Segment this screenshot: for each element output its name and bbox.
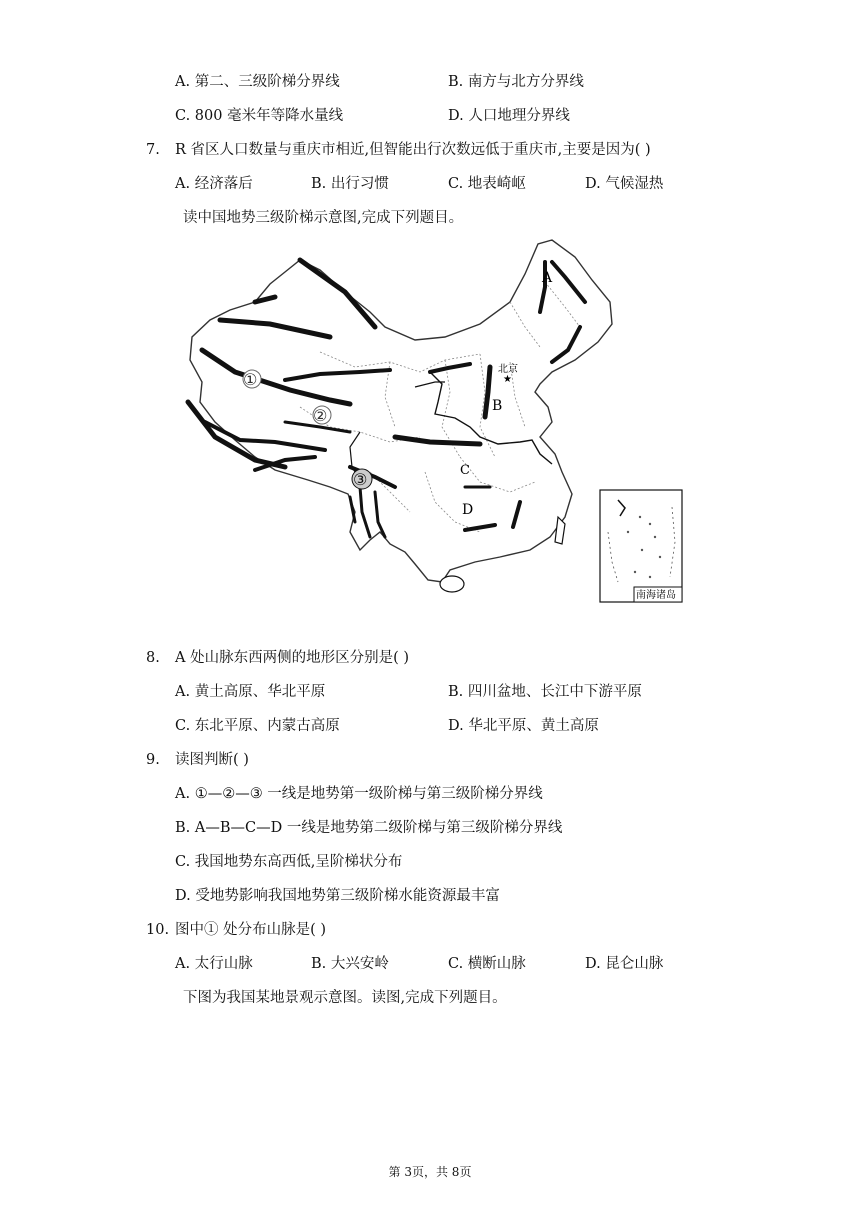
map-label-beijing: 北京 — [498, 364, 518, 375]
q9-option-b: B. A—B—C—D 一线是地势第二级阶梯与第三级阶梯分界线 — [175, 820, 563, 836]
map-label-c: C — [460, 463, 470, 478]
q7-option-b: B. 出行习惯 — [311, 176, 389, 192]
taiwan-island — [555, 517, 565, 544]
q10-option-b: B. 大兴安岭 — [311, 956, 389, 972]
q9-number: 9. — [146, 752, 160, 768]
map-label-d: D — [462, 502, 474, 518]
china-terrain-map — [180, 232, 695, 607]
q7-option-a: A. 经济落后 — [175, 176, 253, 192]
q6-option-b: B. 南方与北方分界线 — [448, 74, 584, 90]
map-label-a: A — [542, 270, 553, 286]
map-label-circle-2: ② — [313, 406, 328, 425]
q7-stem: R 省区人口数量与重庆市相近,但智能出行次数远低于重庆市,主要是因为( ) — [175, 142, 651, 158]
q6-option-a: A. 第二、三级阶梯分界线 — [175, 74, 340, 90]
south-china-sea-inset — [600, 490, 682, 602]
china-outline — [190, 240, 612, 582]
q7-option-c: C. 地表崎岖 — [448, 176, 526, 192]
map-label-circle-1: ① — [243, 370, 258, 389]
q10-option-d: D. 昆仑山脉 — [585, 956, 664, 972]
q6-option-d: D. 人口地理分界线 — [448, 108, 570, 124]
next-intro: 下图为我国某地景观示意图。读图,完成下列题目。 — [183, 990, 507, 1006]
page-footer: 第 3页，共 8页 — [388, 1165, 472, 1179]
q6-option-c: C. 800 毫米年等降水量线 — [175, 108, 344, 124]
q10-option-c: C. 横断山脉 — [448, 956, 526, 972]
map-label-circle-3: ③ — [353, 470, 368, 489]
q10-stem: 图中① 处分布山脉是( ) — [175, 922, 327, 938]
q7-number: 7. — [146, 142, 160, 158]
q8-option-c: C. 东北平原、内蒙古高原 — [175, 718, 340, 734]
q8-number: 8. — [146, 650, 160, 666]
q9-option-d: D. 受地势影响我国地势第三级阶梯水能资源最丰富 — [175, 888, 500, 904]
q10-option-a: A. 太行山脉 — [175, 956, 253, 972]
q8-stem: A 处山脉东西两侧的地形区分别是( ) — [175, 650, 410, 666]
map-intro: 读中国地势三级阶梯示意图,完成下列题目。 — [183, 210, 464, 226]
q7-option-d: D. 气候湿热 — [585, 176, 664, 192]
q8-option-d: D. 华北平原、黄土高原 — [448, 718, 599, 734]
q8-option-b: B. 四川盆地、长江中下游平原 — [448, 684, 642, 700]
q8-option-a: A. 黄土高原、华北平原 — [175, 684, 326, 700]
q9-stem: 读图判断( ) — [175, 752, 249, 768]
map-label-b: B — [492, 398, 503, 414]
q10-number: 10. — [146, 922, 170, 938]
inset-caption: 南海诸岛 — [636, 590, 676, 601]
q9-option-c: C. 我国地势东高西低,呈阶梯状分布 — [175, 854, 403, 870]
hainan-island — [440, 576, 464, 592]
beijing-star-icon: ★ — [503, 374, 512, 385]
q9-option-a: A. ①—②—③ 一线是地势第一级阶梯与第三级阶梯分界线 — [175, 786, 543, 802]
